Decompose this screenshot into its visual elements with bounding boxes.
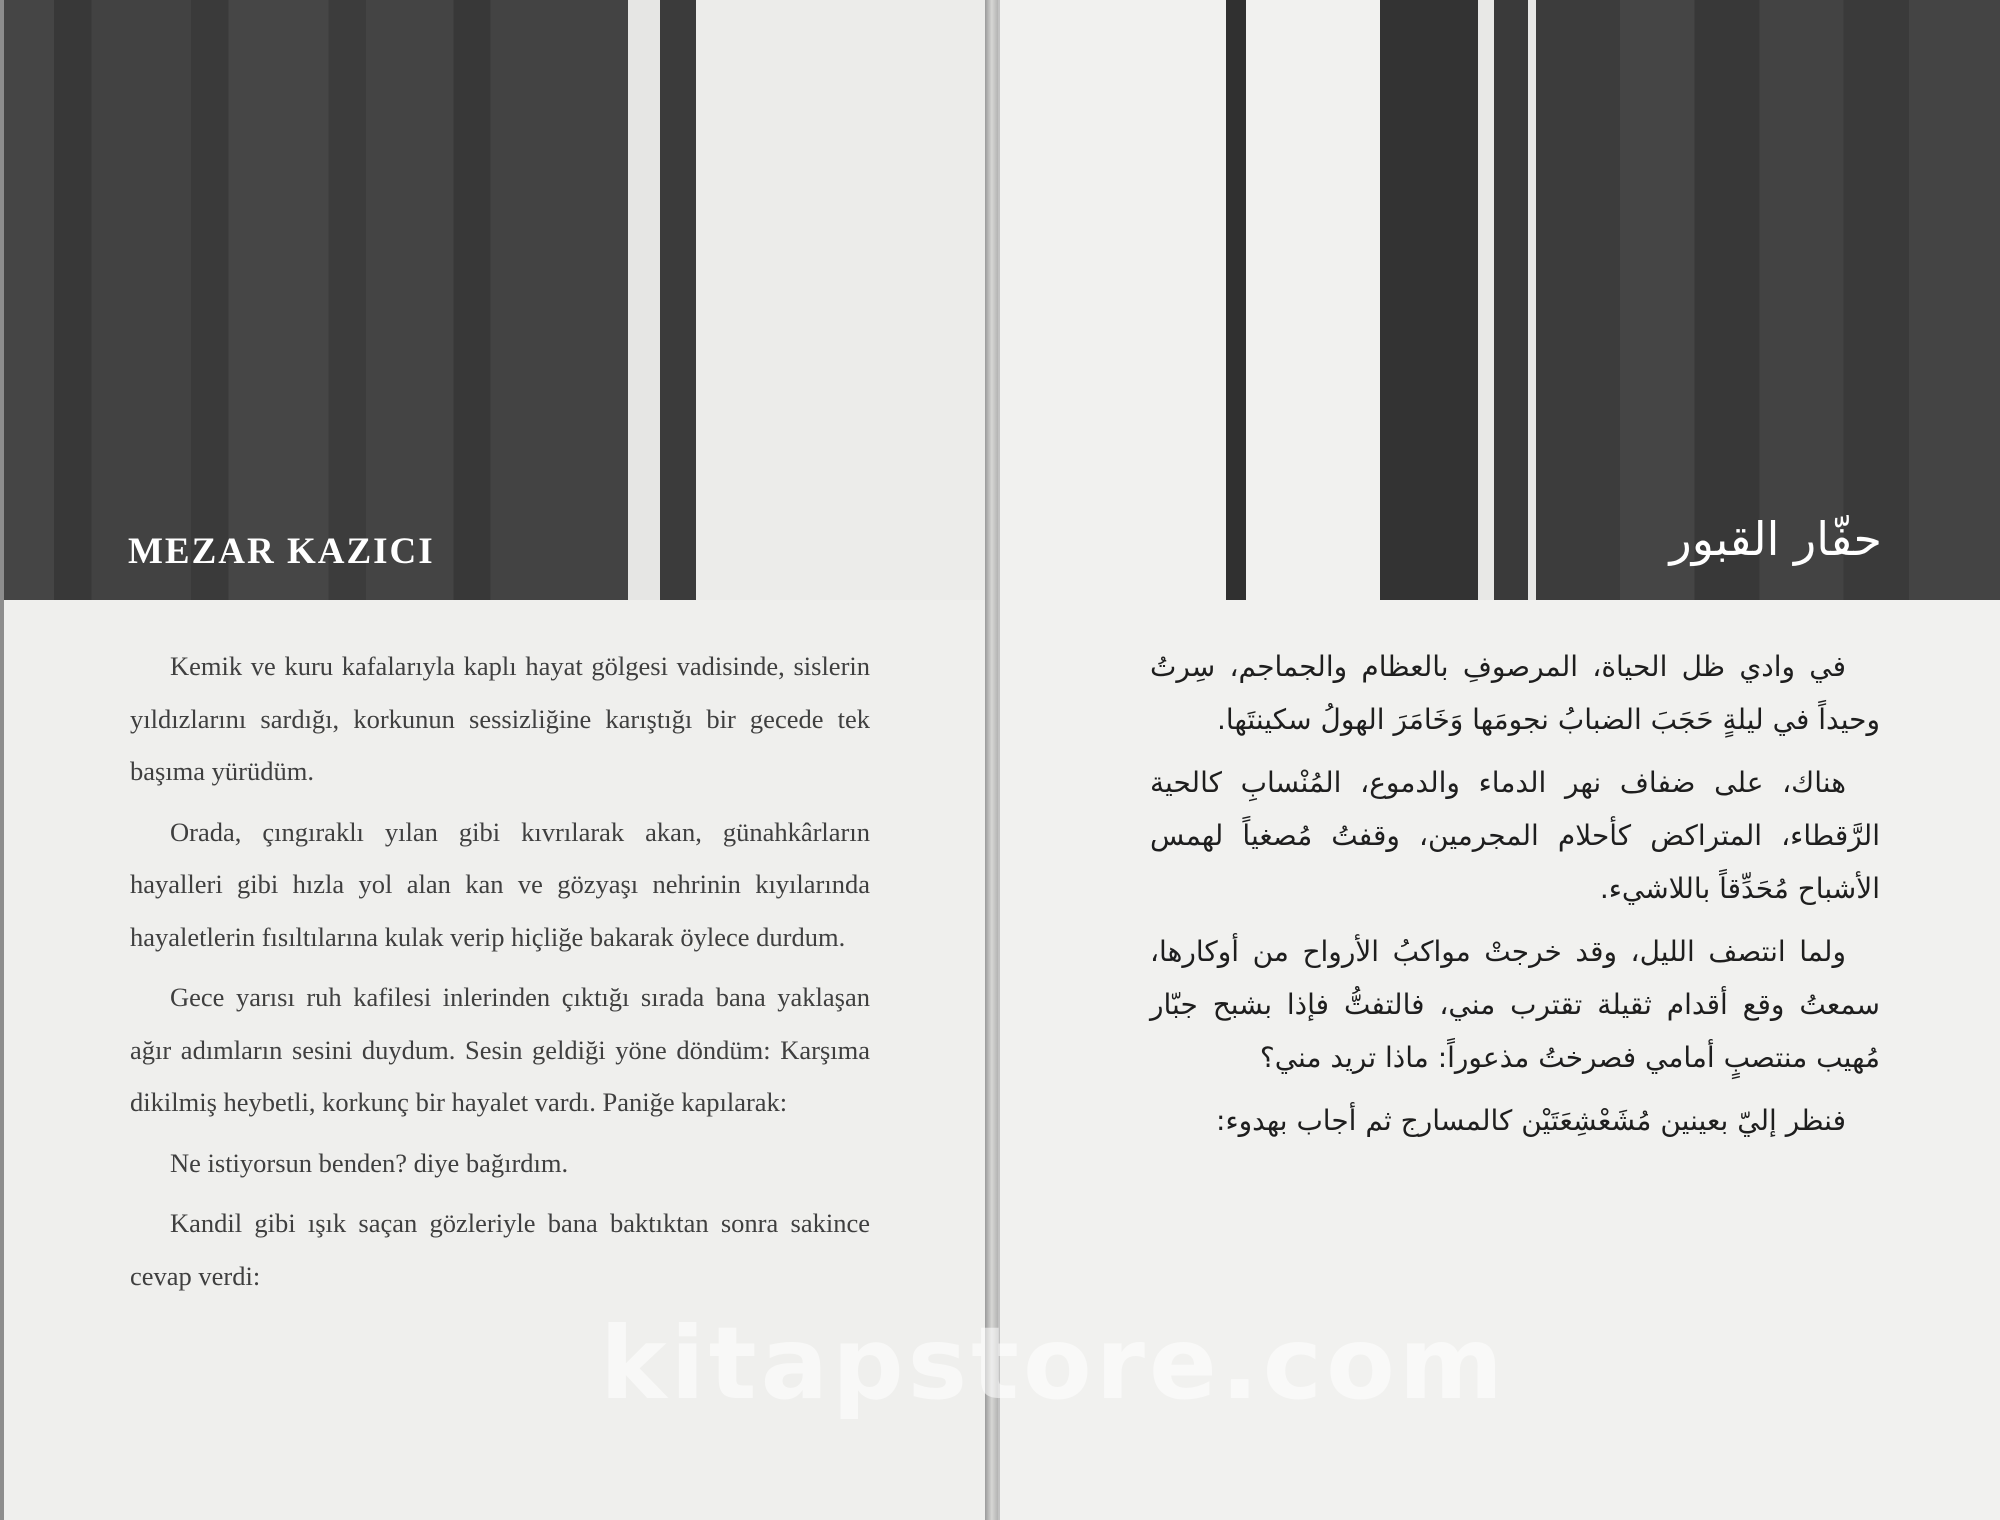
paragraph: Kemik ve kuru kafalarıyla kaplı hayat gölgesi vadisinde, sislerin yıldızlarını sardığı, korkunun sessizliğine karıştığı bir gecede tek başıma yürüdüm. <box>130 651 870 786</box>
stripe-block <box>4 0 628 600</box>
watermark: kitapstore.com <box>600 1305 1507 1422</box>
stripe-bar <box>1226 0 1246 600</box>
stripe-bar <box>1494 0 1528 600</box>
stripe-bar <box>660 0 696 600</box>
stripe-gap <box>1478 0 1494 600</box>
body-text <box>130 640 870 1310</box>
body-text-arabic <box>1150 640 1880 1157</box>
paragraph: في وادي ظل الحياة، المرصوفِ بالعظام والجماجم، سِرتُ وحيداً في ليلةٍ حَجَبَ الضبابُ نجومَها وَخَامَرَ الهولُ سكينتَها. <box>1150 650 1880 736</box>
paragraph: هناك، على ضفاف نهر الدماء والدموع، المُنْسابِ كالحية الرَّقطاء، المتراكض كأحلام المجرمين، وقفتُ مُصغياً لهمس الأشباح مُحَدِّقاً باللاشيء. <box>1150 766 1880 905</box>
paragraph: Ne istiyorsun benden? diye bağırdım. <box>170 1147 569 1178</box>
chapter-title: MEZAR KAZICI <box>128 531 435 572</box>
stripe-bar <box>1380 0 1480 600</box>
stripe-light <box>696 0 987 600</box>
stripe-block <box>1536 0 2000 600</box>
left-stripe-banner <box>4 0 987 600</box>
paragraph: فنظر إليّ بعينين مُشَعْشِعَتَيْن كالمسارج ثم أجاب بهدوء: <box>1216 1104 1846 1137</box>
paragraph: Orada, çıngıraklı yılan gibi kıvrılarak akan, günahkârların hayalleri gibi hızla yol alan kan ve gözyaşı nehrinin kıyılarında hayaletlerin fısıltılarına kulak verip hiçliğe bakarak öylece durdum. <box>130 816 870 952</box>
paragraph: ولما انتصف الليل، وقد خرجتْ مواكبُ الأرواح من أوكارها، سمعتُ وقع أقدام ثقيلة تقترب مني، فالتفتُّ فإذا بشبح جبّار مُهيب منتصبٍ أمامي فصرختُ مذعوراً: ماذا تريد مني؟ <box>1150 935 1880 1074</box>
paragraph: Kandil gibi ışık saçan gözleriyle bana baktıktan sonra sakince cevap verdi: <box>130 1208 870 1291</box>
chapter-title: حفّار القبور <box>1669 512 1882 566</box>
paragraph: Gece yarısı ruh kafilesi inlerinden çıktığı sırada bana yaklaşan ağır adımların sesini duydum. Sesin geldiği yöne döndüm: Karşıma dikilmiş heybetli, korkunç bir hayalet vardı. Paniğe kapılarak: <box>130 982 870 1117</box>
left-page <box>4 0 989 1520</box>
stripe-gap <box>1528 0 1536 600</box>
right-stripe-banner <box>1000 0 2000 600</box>
stripe-gap <box>628 0 660 600</box>
